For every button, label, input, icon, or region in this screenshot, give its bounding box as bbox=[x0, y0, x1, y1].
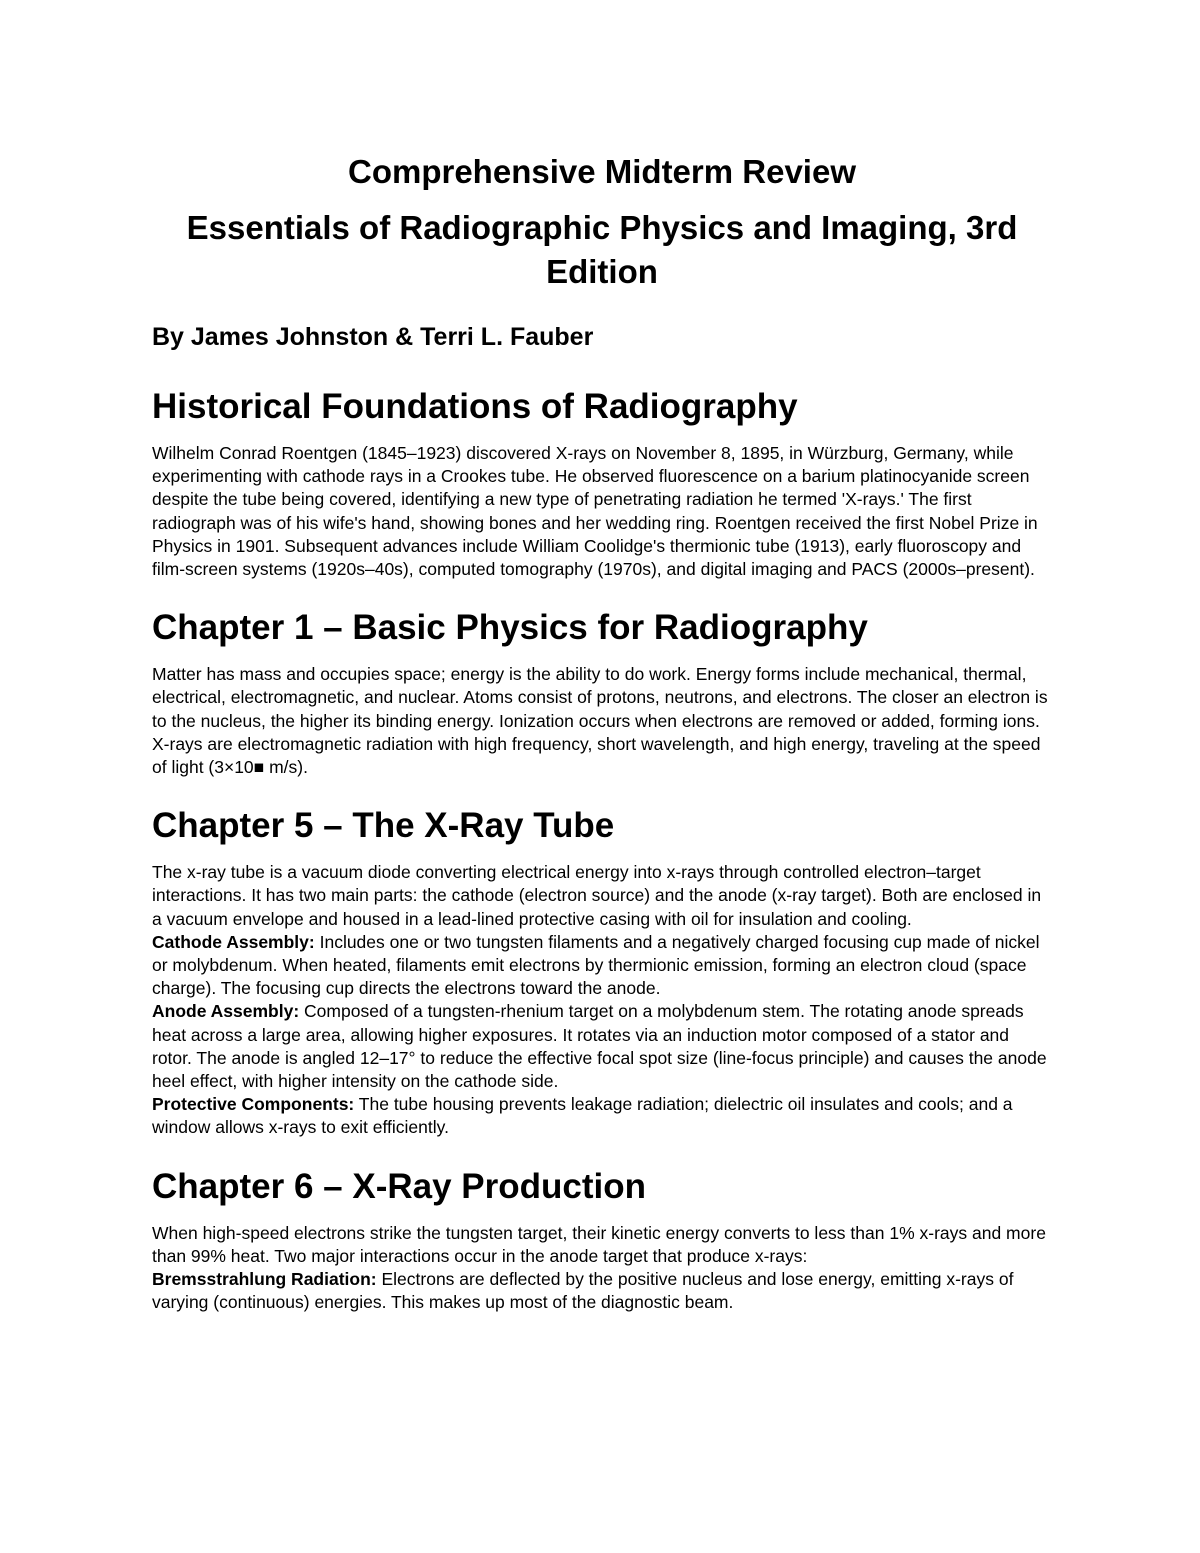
section-history bbox=[152, 386, 1052, 581]
section-chapter-5 bbox=[152, 805, 1052, 1139]
section-heading-chapter-1: Chapter 1 – Basic Physics for Radiography bbox=[152, 608, 868, 648]
protective-components-text: The tube housing prevents leakage radiation; dielectric oil insulates and cools; and a window allows x-rays to exit efficiently. bbox=[152, 1094, 1013, 1138]
document-subtitle: Essentials of Radiographic Physics and Imaging, 3rd Edition bbox=[186, 209, 1018, 290]
bremsstrahlung-label: Bremsstrahlung Radiation: bbox=[152, 1269, 377, 1290]
section-chapter-6 bbox=[152, 1166, 1052, 1315]
anode-assembly-label: Anode Assembly: bbox=[152, 1001, 300, 1022]
section-text-chapter-1: Matter has mass and occupies space; energy is the ability to do work. Energy forms include mechanical, thermal, electrical, electromagnetic, and nuclear. Atoms consist of protons, neutrons, and electrons. The closer an electron is to the nucleus, the higher its binding energy. Ionization occurs when electrons are removed or added, forming ions. X-rays are electromagnetic radiation with high frequency, short wavelength, and high energy, traveling at the speed of light (3×10■ m/s). bbox=[152, 664, 1048, 778]
bremsstrahlung-paragraph bbox=[152, 1268, 1052, 1314]
cathode-assembly-paragraph bbox=[152, 931, 1052, 1001]
section-heading-history: Historical Foundations of Radiography bbox=[152, 387, 798, 426]
section-heading-chapter-6: Chapter 6 – X-Ray Production bbox=[152, 1166, 646, 1206]
document-authors: By James Johnston & Terri L. Fauber bbox=[152, 323, 594, 351]
anode-assembly-text: Composed of a tungsten-rhenium target on a molybdenum stem. The rotating anode spreads heat across a large area, allowing higher exposures. It rotates via an induction motor composed of a stator and rotor. The anode is angled 12–17° to reduce the effective focal spot size (line-focus principle) and causes the anode heel effect, with higher intensity on the cathode side. bbox=[152, 1001, 1047, 1092]
protective-components-paragraph bbox=[152, 1093, 1052, 1139]
document-title: Comprehensive Midterm Review bbox=[348, 153, 856, 190]
section-body-chapter-6 bbox=[152, 1222, 1052, 1315]
section-text-history: Wilhelm Conrad Roentgen (1845–1923) discovered X-rays on November 8, 1895, in Würzburg, Germany, while experimenting with cathode rays in a Crookes tube. He observed fluorescence on a barium platinocyanide screen despite the tube being covered, identifying a new type of penetrating radiation he termed 'X-rays.' The first radiograph was of his wife's hand, showing bones and her wedding ring. Roentgen received the first Nobel Prize in Physics in 1901. Subsequent advances include William Coolidge's thermionic tube (1913), early fluoroscopy and film-screen systems (1920s–40s), computed tomography (1970s), and digital imaging and PACS (2000s–present). bbox=[152, 443, 1038, 580]
cathode-assembly-label: Cathode Assembly: bbox=[152, 931, 315, 952]
chapter-6-intro: When high-speed electrons strike the tungsten target, their kinetic energy converts to less than 1% x-rays and more than 99% heat. Two major interactions occur in the anode target that produce x-rays: bbox=[152, 1222, 1046, 1266]
bremsstrahlung-text: Electrons are deflected by the positive nucleus and lose energy, emitting x-rays of varying (continuous) energies. This makes up most of the diagnostic beam. bbox=[152, 1269, 1014, 1313]
cathode-assembly-text: Includes one or two tungsten filaments and a negatively charged focusing cup made of nickel or molybdenum. When heated, filaments emit electrons by thermionic emission, forming an electron cloud (space charge). The focusing cup directs the electrons toward the anode. bbox=[152, 931, 1040, 999]
document-page bbox=[152, 150, 1052, 1340]
protective-components-label: Protective Components: bbox=[152, 1094, 355, 1115]
section-chapter-1 bbox=[152, 607, 1052, 779]
section-body-chapter-5 bbox=[152, 861, 1052, 1139]
anode-assembly-paragraph bbox=[152, 1000, 1052, 1093]
section-heading-chapter-5: Chapter 5 – The X-Ray Tube bbox=[152, 806, 615, 846]
chapter-5-intro: The x-ray tube is a vacuum diode converting electrical energy into x-rays through controlled electron–target interactions. It has two main parts: the cathode (electron source) and the anode (x-ray target). Both are enclosed in a vacuum envelope and housed in a lead-lined protective casing with oil for insulation and cooling. bbox=[152, 862, 1042, 929]
